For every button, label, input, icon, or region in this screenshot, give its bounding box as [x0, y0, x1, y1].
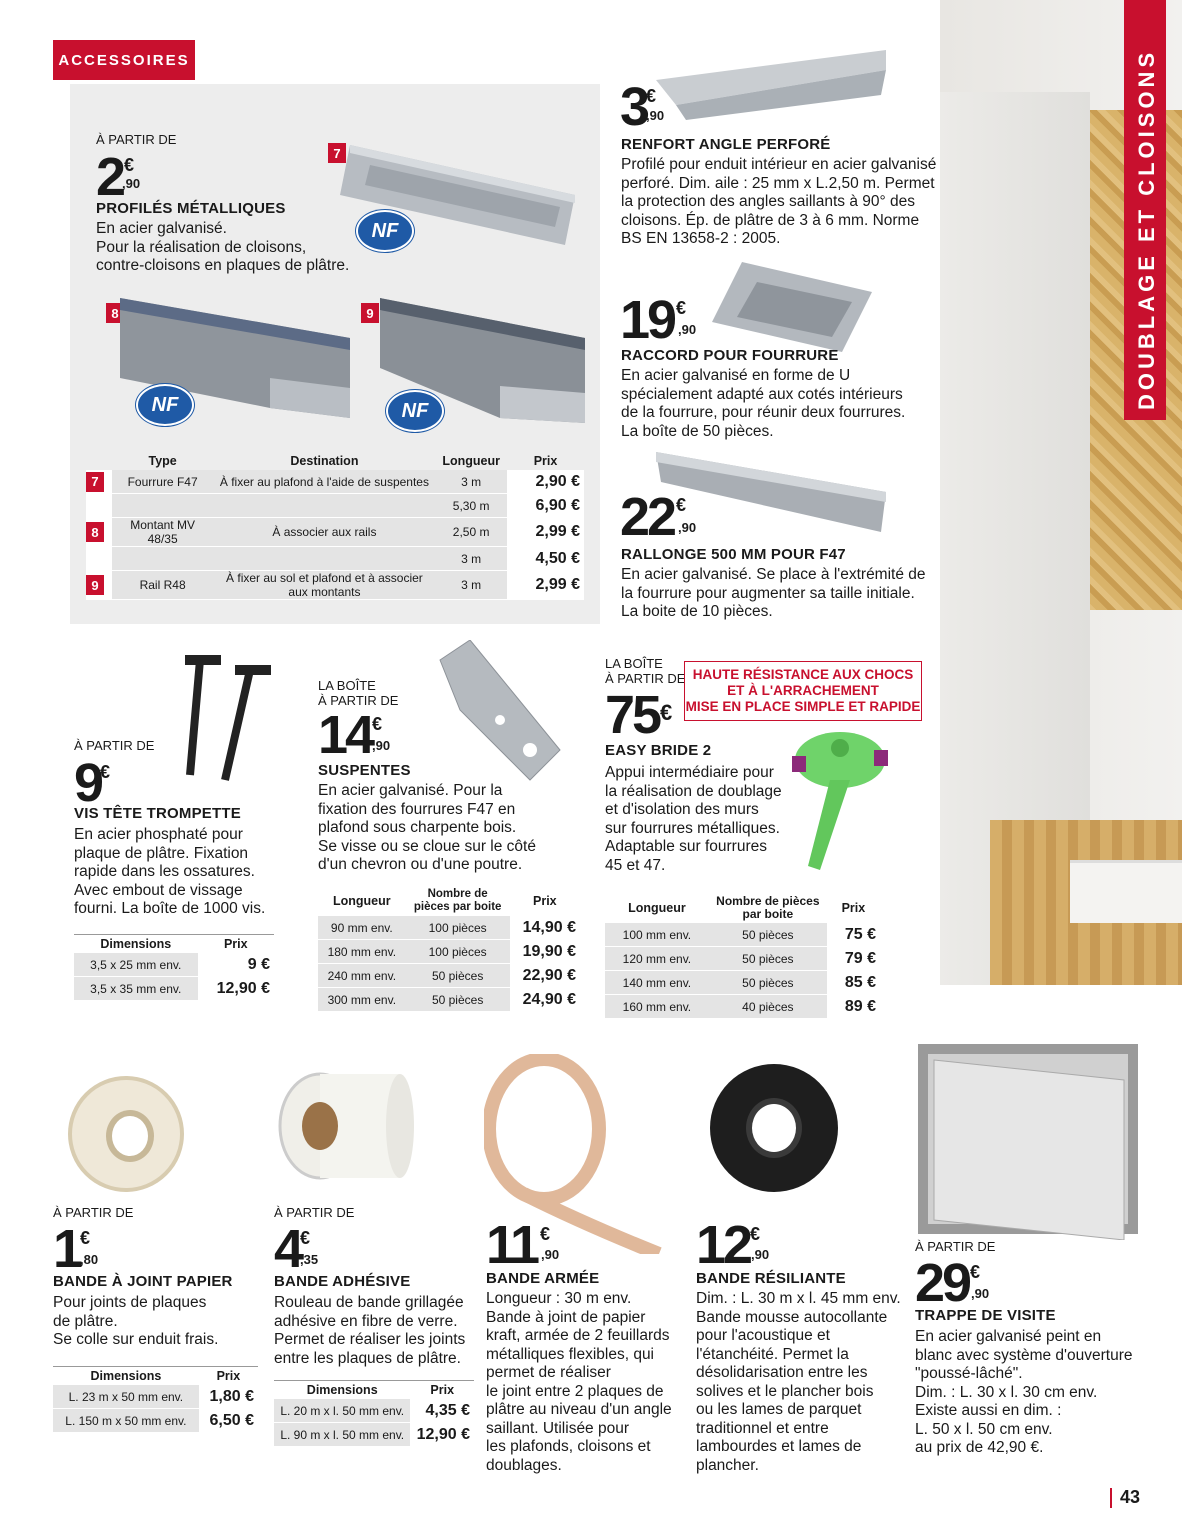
cell-len: 160 mm env. [605, 995, 709, 1019]
table-row [274, 1399, 474, 1423]
table-row [86, 494, 584, 518]
trappe-price-cents: ,90 [971, 1286, 990, 1301]
raccord-price-euro: € [676, 298, 687, 318]
cell-price: 19,90 € [510, 940, 580, 964]
trappe-prefix: À PARTIR DE [915, 1239, 996, 1254]
bandearmee-title: BANDE ARMÉE [486, 1270, 600, 1287]
bandeadh-desc [274, 1294, 465, 1368]
cell-qty: 40 pièces [709, 995, 827, 1019]
col-qty: Nombre de pièces par boite [413, 888, 502, 913]
rallonge-desc [621, 566, 926, 622]
cell-price: 14,90 € [510, 916, 580, 940]
profiles-price-cents: ,90 [122, 176, 141, 191]
bandepapier-table [53, 1366, 258, 1433]
renfort-desc-line: la protection des angles saillants à 90° des [621, 193, 915, 210]
renfort-price-cents: ,90 [646, 108, 665, 123]
bandeadh-price-int: 4 [274, 1219, 302, 1279]
rallonge-desc-line: la fourrure pour augmenter sa taille initiale. [621, 584, 915, 602]
bandearmee-desc-line: le joint entre 2 plaques de [486, 1382, 664, 1400]
renfort-title: RENFORT ANGLE PERFORÉ [621, 136, 831, 153]
cell-price: 22,90 € [510, 964, 580, 988]
suspentes-prefix-2: À PARTIR DE [318, 693, 399, 708]
vis-desc-line: plaque de plâtre. Fixation [74, 844, 249, 862]
side-banner [1124, 0, 1166, 420]
bandemousse-desc-line: solives et le plancher bois [696, 1382, 874, 1400]
cell-price: 1,80 € [199, 1385, 258, 1409]
section-tag: ACCESSOIRES [53, 40, 195, 80]
cell-price: 6,90 € [507, 494, 584, 518]
raccord-image [712, 262, 872, 352]
raccord-title: RACCORD POUR FOURRURE [621, 347, 839, 364]
col-type: Type [148, 454, 177, 468]
bandepapier-desc-line: Pour joints de plaques [53, 1294, 207, 1311]
table-row [86, 518, 584, 547]
bandearmee-desc-line: plâtre au niveau d'un angle [486, 1401, 672, 1418]
bride-badge-line: ET À L'ARRACHEMENT [727, 683, 879, 698]
trappe-desc-line: L. 50 x l. 50 cm env. [915, 1420, 1053, 1438]
decor-plaster-stack [1070, 860, 1182, 923]
cell-price: 9 € [198, 953, 274, 977]
access-panel-image [914, 1040, 1144, 1240]
row-badge: 8 [86, 522, 104, 542]
bandepapier-desc-line: de plâtre. [53, 1312, 118, 1330]
cell-len: 180 mm env. [318, 940, 406, 964]
bandeadh-desc-line: adhésive en fibre de verre. [274, 1312, 458, 1330]
profiles-desc-line: En acier galvanisé. [96, 220, 227, 237]
profiles-price-int: 2 [96, 147, 124, 207]
renfort-price-euro: € [646, 86, 657, 106]
cell-len: 140 mm env. [605, 971, 709, 995]
row-badge: 7 [86, 472, 104, 492]
bandeadh-desc-line: entre les plaques de plâtre. [274, 1349, 461, 1367]
suspentes-table [318, 886, 580, 1012]
bandearmee-desc-line: saillant. Utilisée pour [486, 1419, 630, 1437]
row-badge-cell [86, 494, 112, 518]
screws-image [180, 655, 280, 785]
vis-price-int: 9 [74, 753, 102, 813]
col-price: Prix [841, 901, 866, 915]
cell-dim: 3,5 x 35 mm env. [74, 977, 198, 1001]
side-banner-text: DOUBLAGE ET CLOISONS [1134, 48, 1159, 410]
cell-len: 120 mm env. [605, 947, 709, 971]
cell-price: 4,50 € [507, 547, 584, 571]
bandearmee-price-euro: € [540, 1224, 551, 1244]
bandemousse-desc-line: traditionnel et entre [696, 1419, 829, 1437]
cell-price: 79 € [827, 947, 880, 971]
bride-desc-line: Appui intermédiaire pour [605, 764, 774, 781]
bandemousse-desc [696, 1290, 901, 1475]
row-badge-cell [86, 470, 112, 494]
cell-qty: 100 pièces [406, 940, 510, 964]
col-price: Prix [223, 937, 248, 951]
trappe-desc-line: En acier galvanisé peint en [915, 1328, 1102, 1345]
cell-destination: À fixer au plafond à l'aide de suspentes [214, 470, 436, 494]
table-row [318, 940, 580, 964]
page-number-divider [1110, 1488, 1112, 1508]
bandepapier-title: BANDE À JOINT PAPIER [53, 1273, 233, 1290]
cell-destination [214, 547, 436, 571]
foam-tape-image [704, 1058, 844, 1198]
bandemousse-desc-line: Bande mousse autocollante [696, 1308, 888, 1326]
bandemousse-price-cents: ,90 [751, 1247, 770, 1262]
vis-desc-line: fourni. La boîte de 1000 vis. [74, 900, 266, 917]
cell-length: 3 m [435, 470, 507, 494]
table-row [605, 971, 880, 995]
bandeadh-desc-line: Permet de réaliser les joints [274, 1331, 466, 1348]
cell-price: 85 € [827, 971, 880, 995]
bandemousse-desc-line: pour l'acoustique et [696, 1327, 830, 1344]
bandepapier-desc [53, 1294, 218, 1350]
bride-desc-line: la réalisation de doublage [605, 782, 782, 800]
trappe-desc-line: blanc avec système d'ouverture [915, 1346, 1133, 1364]
bandeadh-prefix: À PARTIR DE [274, 1205, 355, 1220]
bride-table [605, 893, 880, 1019]
table-row [86, 547, 584, 571]
renfort-desc-line: cloisons. Ép. de plâtre de 3 à 6 mm. Norme [621, 211, 920, 229]
bandepapier-price-euro: € [80, 1228, 91, 1248]
bandeadh-title: BANDE ADHÉSIVE [274, 1273, 411, 1290]
col-length: Longueur [442, 454, 500, 468]
col-dimensions: Dimensions [90, 1369, 162, 1383]
bride-desc-line: 45 et 47. [605, 856, 666, 874]
rallonge-price-int: 22 [620, 487, 675, 547]
table-row [74, 977, 274, 1001]
table-row [86, 470, 584, 494]
cell-price: 89 € [827, 995, 880, 1019]
raccord-desc [621, 367, 905, 441]
rallonge-desc-line: La boite de 10 pièces. [621, 603, 773, 620]
cell-length: 3 m [435, 571, 507, 600]
vis-price-euro: € [100, 762, 111, 782]
bandearmee-desc-line: Bande à joint de papier [486, 1308, 646, 1326]
bandemousse-title: BANDE RÉSILIANTE [696, 1270, 846, 1287]
bride-price-euro: € [660, 700, 673, 725]
cell-price: 24,90 € [510, 988, 580, 1012]
cell-price: 12,90 € [410, 1423, 474, 1447]
profiles-desc-line: Pour la réalisation de cloisons, [96, 238, 307, 256]
renfort-image [656, 50, 886, 120]
cell-qty: 50 pièces [709, 923, 827, 947]
rallonge-price-euro: € [676, 495, 687, 515]
bandeadh-desc-line: Rouleau de bande grillagée [274, 1294, 464, 1311]
cell-destination [214, 494, 436, 518]
trappe-price-int: 29 [915, 1253, 970, 1313]
cell-length: 2,50 m [435, 518, 507, 547]
bride-prefix-1: LA BOÎTE [605, 656, 663, 671]
trappe-desc [915, 1328, 1132, 1458]
rallonge-desc-line: En acier galvanisé. Se place à l'extrémité de [621, 566, 926, 583]
cell-destination: À associer aux rails [214, 518, 436, 547]
cell-length: 5,30 m [435, 494, 507, 518]
col-price: Prix [533, 894, 557, 908]
bandearmee-desc-line: métalliques flexibles, qui [486, 1345, 655, 1363]
nf-logo-icon: NF [356, 210, 414, 252]
vis-desc [74, 826, 265, 919]
cell-dim: L. 23 m x 50 mm env. [53, 1385, 199, 1409]
col-price: Prix [533, 454, 558, 468]
row-badge-cell [86, 547, 112, 571]
table-row [86, 571, 584, 600]
nf-logo-icon: NF [386, 390, 444, 432]
raccord-price-cents: ,90 [678, 322, 697, 337]
profiles-table [86, 452, 584, 600]
col-destination: Destination [290, 454, 359, 468]
bride-badge [684, 661, 922, 721]
col-length: Longueur [333, 894, 391, 908]
profiles-prefix: À PARTIR DE [96, 132, 177, 147]
bride-title: EASY BRIDE 2 [605, 742, 712, 759]
suspentes-desc-line: plafond sous charpente bois. [318, 819, 517, 836]
raccord-desc-line: En acier galvanisé en forme de U [621, 367, 851, 384]
bride-badge-line: MISE EN PLACE SIMPLE ET RAPIDE [685, 699, 921, 714]
cell-price: 4,35 € [410, 1399, 474, 1423]
table-row [318, 988, 580, 1012]
cell-qty: 50 pièces [709, 971, 827, 995]
suspentes-price-euro: € [372, 714, 383, 734]
cell-price: 2,90 € [507, 470, 584, 494]
cell-qty: 50 pièces [406, 964, 510, 988]
suspentes-desc-line: fixation des fourrures F47 en [318, 800, 516, 818]
bandemousse-desc-line: l'étanchéité. Permet la [696, 1345, 849, 1363]
suspentes-title: SUSPENTES [318, 762, 411, 779]
row-badge-cell [86, 571, 112, 600]
table-row [605, 947, 880, 971]
trappe-desc-line: Dim. : L. 30 x l. 30 cm env. [915, 1383, 1098, 1401]
bandemousse-desc-line: ou les lames de parquet [696, 1401, 862, 1418]
suspente-image [400, 640, 570, 790]
cell-len: 100 mm env. [605, 923, 709, 947]
nf-logo-icon: NF [136, 384, 194, 426]
raccord-price-int: 19 [620, 290, 675, 350]
col-length: Longueur [628, 901, 686, 915]
cell-qty: 100 pièces [406, 916, 510, 940]
bandearmee-desc-line: doublages. [486, 1456, 562, 1474]
profiles-price [96, 147, 124, 207]
cell-price: 75 € [827, 923, 880, 947]
cell-price: 6,50 € [199, 1409, 258, 1433]
col-price: Prix [216, 1369, 241, 1383]
profiles-table-header [86, 452, 584, 470]
renfort-desc [621, 156, 936, 249]
suspentes-desc-line: d'un chevron ou d'une poutre. [318, 856, 523, 873]
bandepapier-price-int: 1 [53, 1219, 81, 1279]
bride-price-int: 75 [605, 685, 660, 745]
table-row [274, 1423, 474, 1447]
cell-len: 300 mm env. [318, 988, 406, 1012]
suspentes-price-cents: ,90 [372, 738, 391, 753]
suspentes-price-int: 14 [318, 705, 373, 765]
bandemousse-price-int: 12 [696, 1215, 751, 1275]
suspentes-prefix-1: LA BOÎTE [318, 678, 376, 693]
profiles-desc [96, 220, 349, 276]
page-number: 43 [1120, 1487, 1141, 1507]
cell-type [112, 494, 214, 518]
bandeadh-price-euro: € [300, 1228, 311, 1248]
bride-desc [605, 764, 782, 875]
bandearmee-desc-line: permet de réaliser [486, 1364, 611, 1381]
raccord-desc-line: spécialement adapté aux cotés intérieurs [621, 385, 903, 403]
bandearmee-desc-line: kraft, armée de 2 feuillards [486, 1327, 670, 1344]
suspentes-desc-line: Se visse ou se cloue sur le côté [318, 837, 536, 855]
cell-price: 2,99 € [507, 518, 584, 547]
bandearmee-desc [486, 1290, 672, 1475]
table-row [74, 953, 274, 977]
cell-price: 2,99 € [507, 571, 584, 600]
trappe-desc-line: Existe aussi en dim. : [915, 1402, 1062, 1419]
cell-type: Rail R48 [112, 571, 214, 600]
bride-desc-line: et d'isolation des murs [605, 801, 759, 818]
bandemousse-desc-line: plancher. [696, 1456, 759, 1474]
profiles-desc-line: contre-cloisons en plaques de plâtre. [96, 257, 350, 274]
bride-desc-line: Adaptable sur fourrures [605, 838, 767, 855]
bandearmee-price-int: 11 [486, 1215, 538, 1275]
cell-price: 12,90 € [198, 977, 274, 1001]
rallonge-title: RALLONGE 500 MM POUR F47 [621, 546, 846, 563]
table-row [318, 964, 580, 988]
raccord-desc-line: La boîte de 50 pièces. [621, 422, 774, 440]
cell-dim: L. 20 m x l. 50 mm env. [274, 1399, 410, 1423]
vis-title: VIS TÊTE TROMPETTE [74, 805, 241, 822]
col-qty: Nombre de pièces par boite [716, 894, 820, 921]
badge-9: 9 [361, 303, 379, 323]
table-row [605, 923, 880, 947]
cell-type: Montant MV 48/35 [112, 518, 214, 547]
rallonge-price-cents: ,90 [678, 520, 697, 535]
cell-dim: L. 150 m x 50 mm env. [53, 1409, 199, 1433]
bandearmee-price-cents: ,90 [541, 1247, 560, 1262]
renfort-desc-line: perforé. Dim. aile : 25 mm x L.2,50 m. Permet [621, 174, 935, 192]
bandearmee-desc-line: Longueur : 30 m env. [486, 1290, 632, 1307]
suspentes-desc-line: En acier galvanisé. Pour la [318, 782, 503, 799]
bandemousse-desc-line: Dim. : L. 30 m x l. 45 mm env. [696, 1290, 901, 1307]
bandeadh-table [274, 1380, 474, 1447]
cell-dim: L. 90 m x l. 50 mm env. [274, 1423, 410, 1447]
trappe-desc-line: "poussé-lâché". [915, 1365, 1023, 1382]
renfort-desc-line: Profilé pour enduit intérieur en acier galvanisé [621, 156, 937, 173]
bride-prefix-2: À PARTIR DE [605, 671, 686, 686]
bandepapier-desc-line: Se colle sur enduit frais. [53, 1331, 219, 1348]
trappe-price-euro: € [970, 1262, 981, 1282]
renfort-price-int: 3 [620, 77, 648, 137]
cell-qty: 50 pièces [709, 947, 827, 971]
cell-length: 3 m [435, 547, 507, 571]
bandeadh-price-cents: ,35 [300, 1252, 319, 1267]
bride-image [780, 720, 900, 880]
row-badge: 9 [86, 575, 104, 595]
bandemousse-price-euro: € [750, 1224, 761, 1244]
col-price: Prix [430, 1383, 455, 1397]
cell-destination: À fixer au sol et plafond et à associer aux montants [214, 571, 436, 600]
cell-type [112, 547, 214, 571]
vis-table [74, 934, 274, 1001]
bandemousse-desc-line: désolidarisation entre les [696, 1364, 868, 1381]
cell-type: Fourrure F47 [112, 470, 214, 494]
profiles-title: PROFILÉS MÉTALLIQUES [96, 200, 286, 217]
cell-qty: 50 pièces [406, 988, 510, 1012]
mesh-tape-image [270, 1066, 420, 1186]
cell-len: 90 mm env. [318, 916, 406, 940]
raccord-desc-line: de la fourrure, pour réunir deux fourrures. [621, 404, 906, 421]
row-badge-cell [86, 518, 112, 547]
cell-dim: 3,5 x 25 mm env. [74, 953, 198, 977]
bandearmee-desc-line: les plafonds, cloisons et [486, 1438, 651, 1455]
table-row [318, 916, 580, 940]
bandemousse-desc-line: lambourdes et lames de [696, 1438, 862, 1455]
badge-8: 8 [106, 303, 124, 323]
paper-tape-image [64, 1062, 204, 1192]
table-row [53, 1385, 258, 1409]
table-row [605, 995, 880, 1019]
suspentes-desc [318, 782, 536, 875]
vis-desc-line: Avec embout de vissage [74, 881, 243, 899]
table-row [53, 1409, 258, 1433]
vis-desc-line: En acier phosphaté pour [74, 826, 243, 843]
trappe-title: TRAPPE DE VISITE [915, 1307, 1056, 1324]
bandepapier-price-cents: ,80 [80, 1252, 99, 1267]
bride-badge-line: HAUTE RÉSISTANCE AUX CHOCS [692, 667, 914, 682]
bandepapier-prefix: À PARTIR DE [53, 1205, 134, 1220]
vis-prefix: À PARTIR DE [74, 738, 155, 753]
trappe-desc-line: au prix de 42,90 €. [915, 1439, 1044, 1456]
cell-len: 240 mm env. [318, 964, 406, 988]
col-dimensions: Dimensions [306, 1383, 378, 1397]
badge-7: 7 [328, 143, 346, 163]
col-dimensions: Dimensions [100, 937, 172, 951]
profiles-price-euro: € [124, 155, 135, 175]
bride-desc-line: sur fourrures métalliques. [605, 819, 780, 837]
renfort-desc-line: BS EN 13658-2 : 2005. [621, 230, 781, 247]
vis-desc-line: rapide dans les ossatures. [74, 863, 255, 880]
